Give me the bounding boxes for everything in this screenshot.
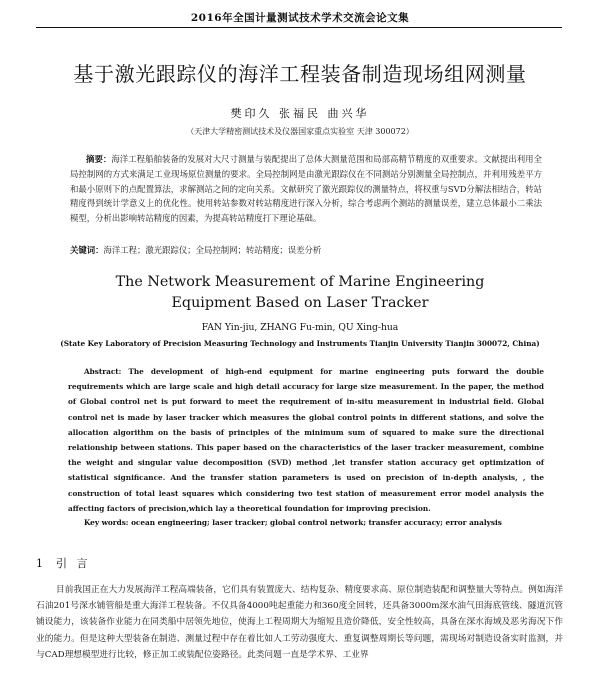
english-keywords-text: ocean engineering; laser tracker; global control network; transfer accuracy; error analysis: [131, 518, 502, 527]
section-title: 引 言: [56, 557, 91, 570]
chinese-keywords-text: 海洋工程；激光跟踪仪；全局控制网；转站精度；误差分析: [103, 245, 322, 255]
section-number: 1: [36, 557, 46, 570]
chinese-abstract: [70, 152, 542, 226]
english-keywords-label: Key words:: [84, 518, 129, 527]
introduction-paragraph: 目前我国正在大力发展海洋工程高端装备，它们具有装置庞大、结构复杂、精度要求高、原位制造装配和调整量大等特点。例如海洋石油201号深水铺管船是重大海洋工程装备。不仅具备4000吨起重能力和360度全回转，还具备3000m深水油气田海底管线、隧道沉管铺设能力，该装备作业能力在同类船中居领先地位，使海上工程周期大为缩短且造价降低，安全性较高，具备在深水海域及恶劣海况下作业的能力。但是这种大型装备在制造、测量过程中存在着比如人工劳动强度大、重复调整周期长等问题，需现场对制造设备实时监测，并与CAD理想模型进行比较，修正加工或装配位姿路径。此类问题一直是学术界、工业界: [36, 585, 563, 660]
english-abstract-label: Abstract:: [84, 367, 122, 376]
english-abstract-text: The development of high-end equipment for marine engineering puts forward the double requirements which are large scale and high detail accuracy for large size measurement. In the paper, the method of Global control net is put forward to meet the requirement of in-situ measurement in industrial field. Global control net is made by laser tracker which measures the global control points in different stations, and solve the allocation algorithm on the basis of principles of the minimum sum of squared to make sure the directional relationship between stations. This paper based on the characteristics of the laser tracker measurement, combine the weight and singular value decomposition (SVD) method ,let transfer station accuracy get optimization of statistical significance. And the transfer station parameters is used on precision of in-depth analysis, , the construction of total least squares which considering two test station of measurement error model analysis the affecting factors of precision,which lay a theoretical foundation for improving precision.: [68, 367, 544, 513]
chinese-keywords-label: 关键词：: [70, 245, 104, 255]
english-keywords: [84, 518, 554, 527]
chinese-title: 基于激光跟踪仪的海洋工程装备制造现场组网测量: [73, 62, 527, 86]
section-heading-introduction: [36, 555, 91, 571]
english-authors: FAN Yin-jiu, ZHANG Fu-min, QU Xing-hua: [201, 322, 399, 333]
english-title: The Network Measurement of Marine Engineering Equipment Based on Laser Tracker: [115, 274, 485, 311]
chinese-abstract-label: 摘要：: [86, 154, 112, 164]
chinese-abstract-text: 海洋工程船舶装备的发展对大尺寸测量与装配提出了总体大测量范围和局部高精节精度的双重要求。文献提出利用全局控制网的方式来满足工业现场原位测量的要求。全局控制网是由激光跟踪仪在不同测站分别测量全局控制点，并利用残差平方和最小原则下的点配置算法，求解测站之间的定向关系。文献研究了激光跟踪仪的测量特点，将权重与SVD分解法相结合，转站精度得到统计学意义上的优化性。使用转站参数对转站精度进行深入分析，综合考虑两个测站的测量误差，建立总体最小二乘法模型，分析出影响转站精度的因素，为提高转站精度打下理论基础。: [70, 154, 543, 224]
running-header: 2016年全国计量测试技术学术交流会论文集: [190, 12, 410, 24]
header-rule: [36, 27, 562, 28]
chinese-keywords: [70, 243, 542, 258]
english-affiliation: (State Key Laboratory of Precision Measuring Technology and Instruments Tianjin University Tianjin 300072, China): [60, 339, 540, 348]
chinese-affiliation: （天津大学精密测试技术及仪器国家重点实验室 天津 300072）: [186, 127, 414, 136]
english-abstract: [68, 364, 544, 516]
chinese-authors: 樊印久 张福民 曲兴华: [230, 107, 370, 120]
